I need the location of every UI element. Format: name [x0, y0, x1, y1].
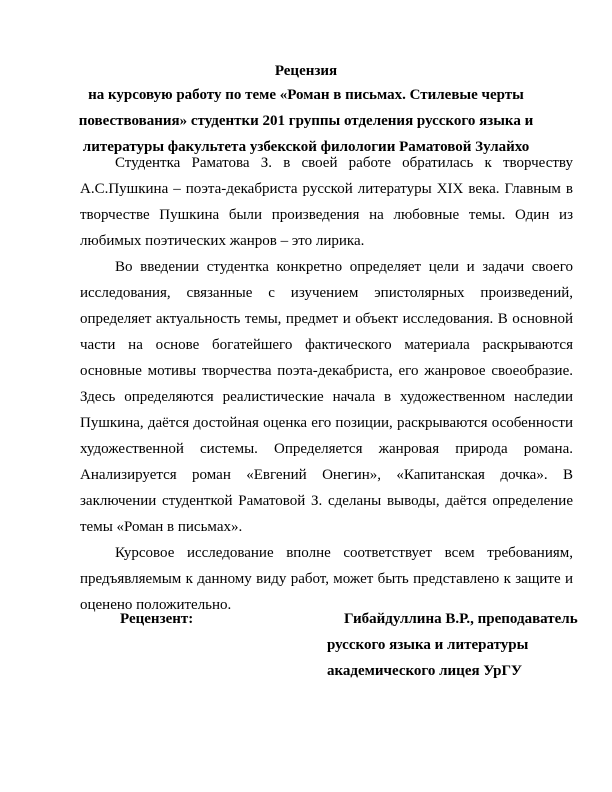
review-body — [80, 150, 573, 618]
paragraph-1: Студентка Раматова З. в своей работе обратилась к творчеству А.С.Пушкина – поэта-декабриста русской литературы XIX века. Главным в творчестве Пушкина были произведения на любовные темы. Один из любимых поэтических жанров – это лирика. — [80, 155, 573, 249]
paragraph-3: Курсовое исследование вполне соответствует всем требованиям, предъявляемым к данному виду работ, может быть представлено к защите и оценено положительно. — [80, 545, 573, 613]
reviewer-info — [327, 606, 577, 684]
reviewer-name: Гибайдуллина В.Р., преподаватель — [344, 611, 578, 627]
reviewer-label: Рецензент: — [120, 611, 194, 627]
reviewer-institution: академического лицея УрГУ — [327, 663, 523, 679]
document-subtitle: на курсовую работу по теме «Роман в письмах. Стилевые черты повествования» студентки 201 группы отделения русского языка и литературы факультета узбекской филологии Раматовой Зулайхо — [78, 87, 534, 155]
reviewer-position: русского языка и литературы — [327, 637, 529, 653]
paragraph-2: Во введении студентка конкретно определяет цели и задачи своего исследования, связанные с изучением эпистолярных произведений, определяет актуальность темы, предмет и объект исследования. В основной части на основе богатейшего фактического материала раскрываются основные мотивы творчества поэта-декабриста, его жанровое своеобразие. Здесь определяются реалистические начала в художественном наследии Пушкина, даётся достойная оценка его позиции, раскрываются особенности художественной системы. Определяется жанровая природа романа. Анализируется роман «Евгений Онегин», «Капитанская дочка». В заключении студенткой Раматовой З. сделаны выводы, даётся определение темы «Роман в письмах». — [80, 259, 573, 535]
document-title: Рецензия — [274, 63, 338, 79]
